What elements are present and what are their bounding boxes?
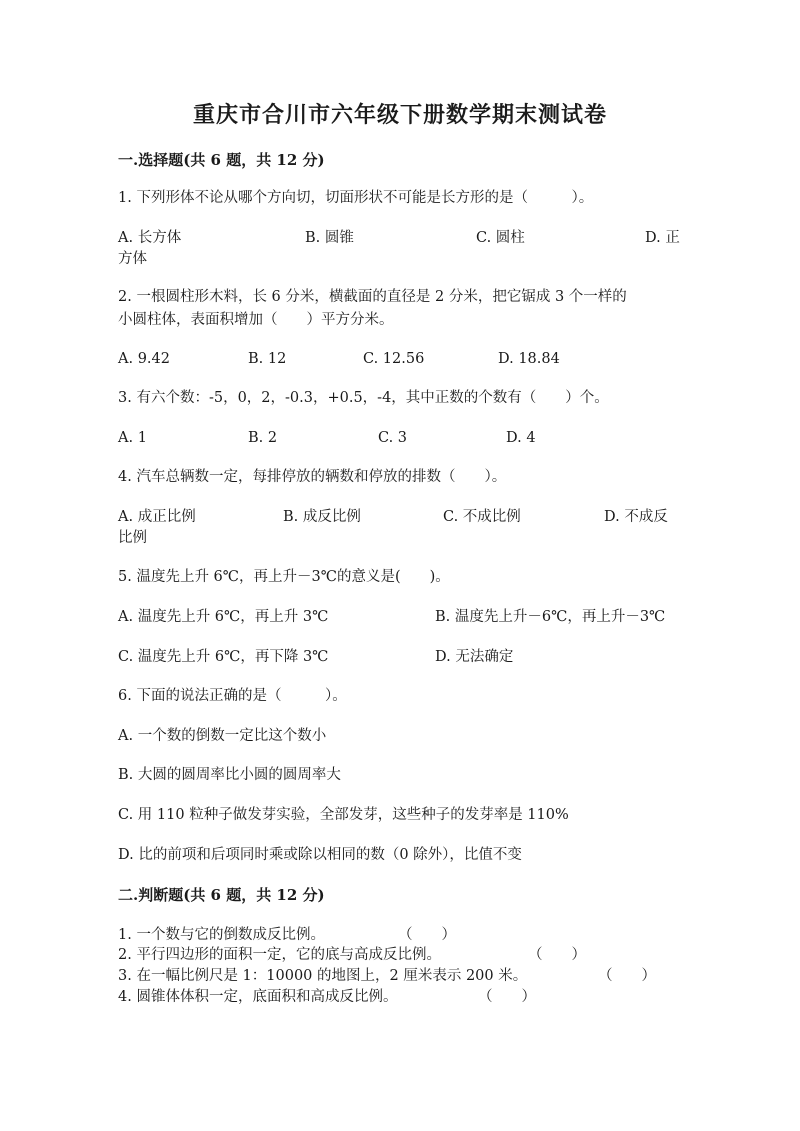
option-b: B. 大圆的圆周率比小圆的圆周率大 [118, 767, 341, 783]
option-a: A. 1 [118, 430, 147, 446]
judgement-item: 4. 圆锥体体积一定，底面积和高成反比例。 [118, 989, 398, 1005]
option-d: D. 4 [506, 430, 536, 446]
option-b: B. 温度先上升－6℃，再上升－3℃ [435, 609, 666, 625]
option-a: A. 一个数的倒数一定比这个数小 [118, 728, 327, 744]
option-c: C. 用 110 粒种子做发芽实验，全部发芽，这些种子的发芽率是 110% [118, 807, 569, 823]
option-d: D. 比的前项和后项同时乘或除以相同的数（0 除外），比值不变 [118, 847, 522, 863]
option-d-wrap: 比例 [118, 530, 147, 546]
option-d: D. 不成反 [604, 509, 668, 525]
option-c: C. 不成比例 [443, 509, 521, 525]
question-stem: 4. 汽车总辆数一定，每排停放的辆数和停放的排数（ ）。 [118, 469, 507, 485]
question-stem: 3. 有六个数：-5，0，2，-0.3，+0.5，-4，其中正数的个数有（ ）个。 [118, 390, 609, 406]
option-a: A. 温度先上升 6℃，再上升 3℃ [118, 609, 329, 625]
option-b: B. 2 [248, 430, 278, 446]
answer-bracket: （ ） [598, 968, 656, 984]
judgement-item: 2. 平行四边形的面积一定，它的底与高成反比例。 [118, 947, 441, 963]
option-d: D. 正 [645, 230, 680, 246]
answer-bracket: （ ） [478, 989, 536, 1005]
judgement-item: 3. 在一幅比例尺是 1：10000 的地图上，2 厘米表示 200 米。 [118, 968, 528, 984]
question-stem: 1. 下列形体不论从哪个方向切，切面形状不可能是长方形的是（ ）。 [118, 190, 594, 206]
judgement-item: 1. 一个数与它的倒数成反比例。 [118, 927, 325, 943]
question-stem: 6. 下面的说法正确的是（ ）。 [118, 688, 347, 704]
option-c: C. 3 [378, 430, 408, 446]
answer-bracket: （ ） [528, 947, 586, 963]
section-heading-choice: 一.选择题(共 6 题，共 12 分) [118, 151, 325, 169]
question-stem: 5. 温度先上升 6℃，再上升－3℃的意义是( )。 [118, 569, 450, 585]
question-stem: 2. 一根圆柱形木料，长 6 分米，横截面的直径是 2 分米，把它锯成 3 个一样的 [118, 289, 627, 305]
option-b: B. 成反比例 [283, 509, 361, 525]
section-heading-judgement: 二.判断题(共 6 题，共 12 分) [118, 886, 325, 904]
option-b: B. 圆锥 [305, 230, 354, 246]
option-d-wrap: 方体 [118, 251, 147, 267]
option-a: A. 成正比例 [118, 509, 196, 525]
option-d: D. 无法确定 [435, 649, 514, 665]
question-stem-line2: 小圆柱体，表面积增加（ ）平方分米。 [118, 312, 394, 328]
option-c: C. 12.56 [363, 351, 425, 367]
option-a: A. 9.42 [118, 351, 170, 367]
option-c: C. 温度先上升 6℃，再下降 3℃ [118, 649, 329, 665]
option-a: A. 长方体 [118, 230, 182, 246]
option-d: D. 18.84 [498, 351, 560, 367]
answer-bracket: （ ） [398, 927, 456, 943]
option-b: B. 12 [248, 351, 287, 367]
option-c: C. 圆柱 [476, 230, 525, 246]
page-title: 重庆市合川市六年级下册数学期末测试卷 [192, 102, 607, 128]
